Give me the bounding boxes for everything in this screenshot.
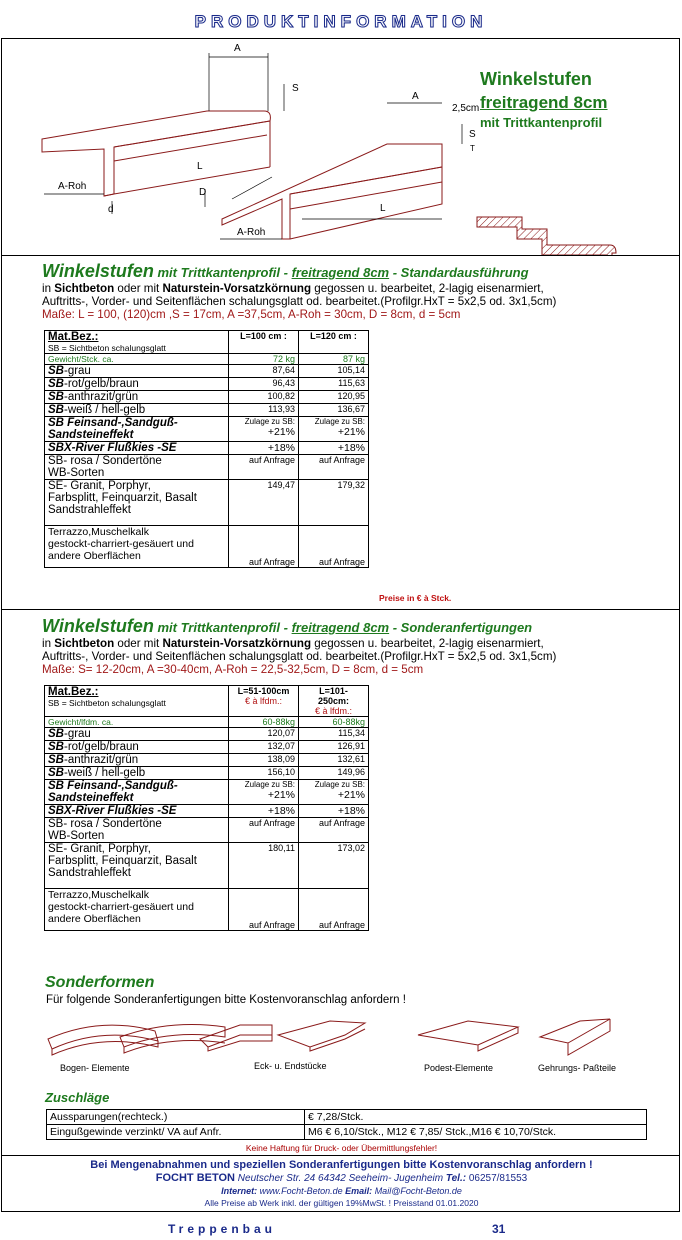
table-row: Eingußgewinde verzinkt/ VA auf Anfr. M6 € 6,10/Stck., M12 € 7,85/ Stck.,M16 € 10,70/Stck. — [47, 1125, 647, 1140]
end-element — [278, 1021, 365, 1051]
website-link[interactable]: www.Focht-Beton.de — [257, 1186, 346, 1196]
dim-aroh2: A-Roh — [237, 227, 266, 238]
bogen-element-2 — [120, 1025, 225, 1053]
product-title-1: Winkelstufen — [480, 69, 592, 89]
product-title-2: freitragend 8cm — [480, 93, 608, 112]
section1-desc1: in Sichtbeton oder mit Naturstein-Vorsatzkörnung gegossen u. bearbeitet, 2-lagig eisenarmiert, — [42, 282, 544, 295]
caption-eck: Eck- u. Endstücke — [254, 1061, 327, 1071]
caption-gehrung: Gehrungs- Paßteile — [538, 1063, 617, 1073]
section2-desc1: in Sichtbeton oder mit Naturstein-Vorsatzkörnung gegossen u. bearbeitet, 2-lagig eisenarmiert, — [42, 637, 544, 650]
footer-mengen: Bei Mengenabnahmen und speziellen Sonderanfertigungen bitte Kostenvoranschlag anfordern ! — [90, 1159, 593, 1171]
table-row-feinsand: SB Feinsand-,Sandguß- Sandsteineffekt Zulage zu SB: +21% Zulage zu SB: +21% — [45, 417, 369, 442]
table-row-weight: Gewicht/lfdm. ca. 60-88kg 60-88kg — [45, 717, 369, 728]
section2-dims: Maße: S= 12-20cm, A =30-40cm, A-Roh = 22,5-32,5cm, D = 8cm, d = 5cm — [42, 663, 424, 676]
table-row: SB-grau 120,07 115,34 — [45, 728, 369, 741]
sonderformen-desc: Für folgende Sonderanfertigungen bitte Kostenvoranschlag anfordern ! — [46, 994, 406, 1006]
podest-element — [418, 1021, 518, 1051]
table-row: SB-weiß / hell-gelb 113,93 136,67 — [45, 404, 369, 417]
table-header-row: Mat.Bez.: SB = Sichtbeton schalungsglatt L=100 cm : L=120 cm : — [45, 331, 369, 354]
dim-s2: S — [469, 129, 476, 140]
table-row-feinsand: SB Feinsand-,Sandguß- Sandsteineffekt Zulage zu SB: +21% Zulage zu SB: +21% — [45, 780, 369, 805]
table-row: SB-anthrazit/grün 100,82 120,95 — [45, 391, 369, 404]
price-table-standard — [44, 330, 369, 568]
dim-d-big: D — [199, 187, 207, 198]
table-header-row: Mat.Bez.: SB = Sichtbeton schalungsglatt L=51-100cm € à lfdm.: L=101- 250cm: € à lfdm.: — [45, 686, 369, 717]
table-row-se: SE- Granit, Porphyr, Farbsplitt, Feinquarzit, Basalt Sandstrahleffekt 149,47 179,32 — [45, 480, 369, 526]
table-row-terrazzo: Terrazzo,Muschelkalk gestockt-charriert-gesäuert und andere Oberflächen auf Anfrage auf Anfrage — [45, 526, 369, 568]
prices-note: Preise in € à Stck. — [379, 593, 452, 603]
dim-t: T — [470, 144, 475, 153]
section2-title: Winkelstufen mit Trittkantenprofil - freitragend 8cm - Sonderanfertigungen — [42, 616, 533, 636]
table-row-xriver: SBX-River Flußkies -SE +18% +18% — [45, 805, 369, 818]
caption-podest: Podest-Elemente — [424, 1063, 494, 1073]
page-title: PRODUKTINFORMATION — [194, 12, 488, 31]
table-row: SB-anthrazit/grün 138,09 132,61 — [45, 754, 369, 767]
separator — [2, 255, 679, 256]
table-row-se: SE- Granit, Porphyr, Farbsplitt, Feinquarzit, Basalt Sandstrahleffekt 180,11 173,02 — [45, 843, 369, 889]
disclaimer: Keine Haftung für Druck- oder Übermittlungsfehler! — [245, 1143, 438, 1153]
dim-s1: S — [292, 83, 299, 94]
price-table-special — [44, 685, 369, 931]
section2-header — [42, 616, 556, 676]
dim-d-small: d — [108, 204, 114, 215]
footer-web: Internet: www.Focht-Beton.de Email: Mail@Focht-Beton.de — [221, 1186, 462, 1196]
table-row-xriver: SBX-River Flußkies -SE +18% +18% — [45, 442, 369, 455]
table-row-rosa: SB- rosa / Sondertöne WB-Sorten auf Anfrage auf Anfrage — [45, 455, 369, 480]
dim-aroh1: A-Roh — [58, 181, 87, 192]
section1-desc2: Auftritts-, Vorder- und Seitenflächen schalungsglatt od. bearbeitet.(Profilgr.HxT = 5x2,5 od. 3x1,5cm) — [42, 295, 557, 308]
section1-header — [42, 261, 556, 321]
dim-l2: L — [380, 203, 386, 214]
product-title-3: mit Trittkantenprofil — [480, 115, 603, 130]
footer-section-name: Treppenbau — [168, 1222, 277, 1236]
gehrung-element — [540, 1019, 610, 1055]
dim-a2: A — [412, 91, 419, 102]
bogen-element — [48, 1025, 158, 1055]
section1-dims: Maße: L = 100, (120)cm ,S = 17cm, A =37,5cm, A-Roh = 30cm, D = 8cm, d = 5cm — [42, 308, 461, 321]
table-row: SB-rot/gelb/braun 132,07 126,91 — [45, 741, 369, 754]
section1-title: Winkelstufen mit Trittkantenprofil - freitragend 8cm - Standardausführung — [42, 261, 529, 281]
sonderformen-title: Sonderformen — [45, 974, 155, 991]
email-link[interactable]: Mail@Focht-Beton.de — [372, 1186, 462, 1196]
zuschlaege-table — [46, 1109, 647, 1140]
footer-address: FOCHT BETON Neutscher Str. 24 64342 Seeheim- Jugenheim Tel.: 06257/81553 — [155, 1172, 528, 1184]
table-row: SB-weiß / hell-gelb 156,10 149,96 — [45, 767, 369, 780]
zuschlaege-title: Zuschläge — [45, 1090, 110, 1105]
dim-25cm: 2,5cm — [452, 103, 480, 114]
table-row-weight: Gewicht/Stck. ca. 72 kg 87 kg — [45, 354, 369, 365]
table-row: Aussparungen(rechteck.) € 7,28/Stck. — [47, 1110, 647, 1125]
eck-element — [200, 1025, 272, 1051]
content-frame — [1, 38, 680, 1212]
dim-l1: L — [197, 161, 203, 172]
separator — [2, 609, 679, 610]
table-row-rosa: SB- rosa / Sondertöne WB-Sorten auf Anfrage auf Anfrage — [45, 818, 369, 843]
dim-a1: A — [234, 43, 241, 54]
table-row: SB-grau 87,64 105,14 — [45, 365, 369, 378]
separator — [2, 1155, 679, 1156]
table-row: SB-rot/gelb/braun 96,43 115,63 — [45, 378, 369, 391]
page-number: 31 — [492, 1222, 506, 1236]
table-row-terrazzo: Terrazzo,Muschelkalk gestockt-charriert-gesäuert und andere Oberflächen auf Anfrage auf Anfrage — [45, 889, 369, 931]
footer-prices: Alle Preise ab Werk inkl. der gültigen 19%MwSt. ! Preisstand 01.01.2020 — [204, 1198, 479, 1208]
caption-bogen: Bogen- Elemente — [60, 1063, 130, 1073]
section2-desc2: Auftritts-, Vorder- und Seitenflächen schalungsglatt od. bearbeitet.(Profilgr.HxT = 5x2,5 od. 3x1,5cm) — [42, 650, 557, 663]
